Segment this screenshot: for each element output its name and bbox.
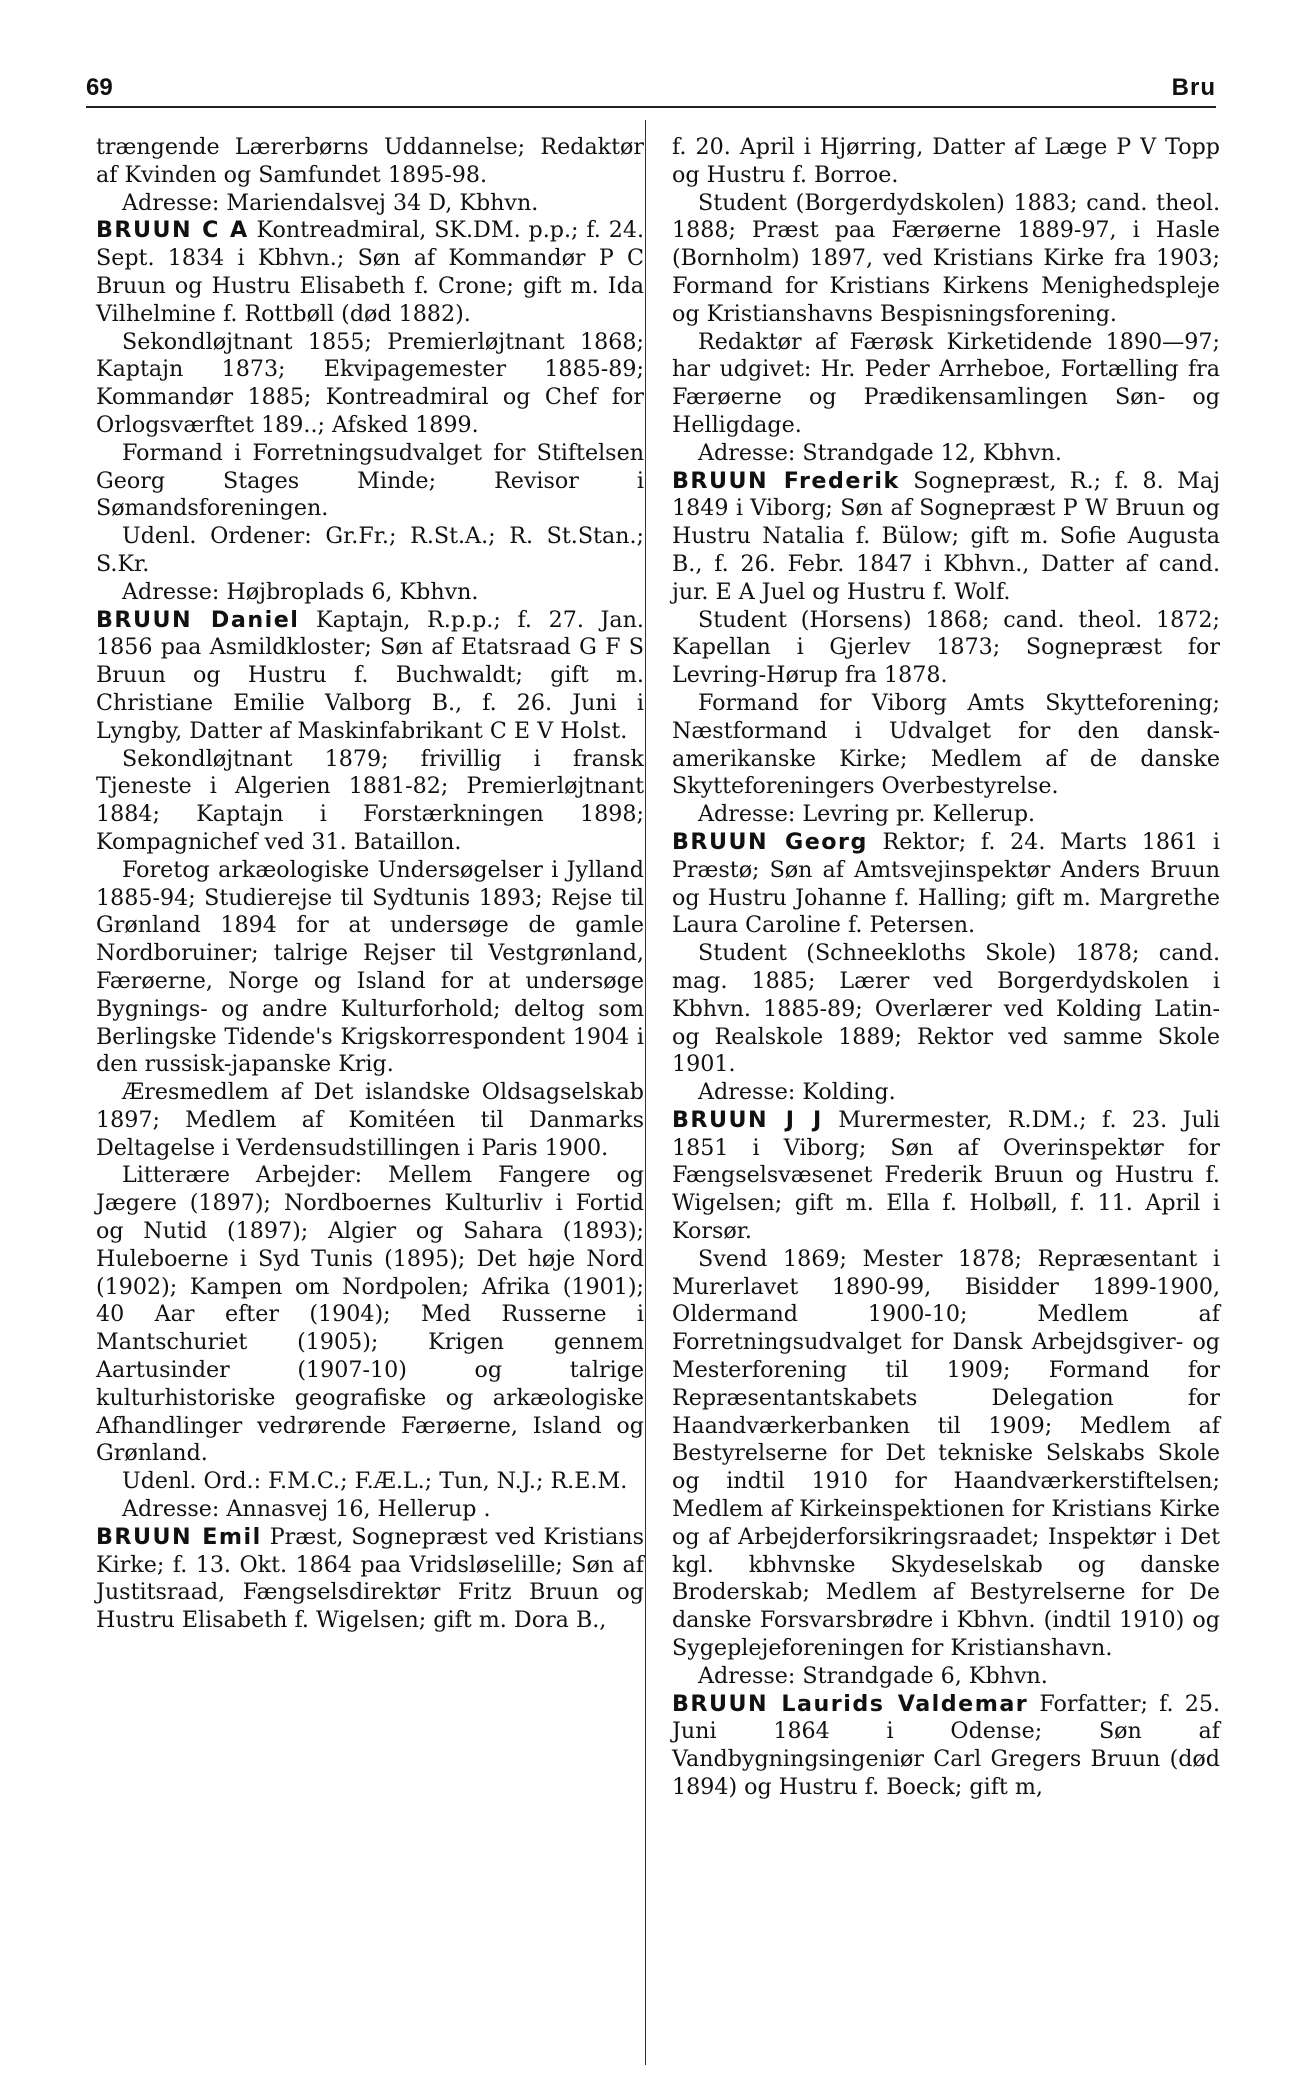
left-column xyxy=(96,134,644,1635)
paragraph: Redaktør af Færøsk Kirketidende 1890—97; har udgivet: Hr. Peder Arrheboe, Fortælling fra Færøerne og Prædikensamlingen Søn- og Helligdage. xyxy=(672,328,1220,438)
page-header xyxy=(86,74,1216,110)
biography-entry xyxy=(96,607,644,746)
entry-text: Kaptajn, R.p.p.; f. 27. Jan. 1856 paa Asmildkloster; Søn af Etatsraad G F S Bruun og Hustru f. Buchwaldt; gift m. Christiane Emilie Valborg B., f. 26. Juni i Lyngby, Datter af Maskinfabrikant C E V Holst. xyxy=(96,606,644,744)
paragraph: Adresse: Levring pr. Kellerup. xyxy=(698,801,1036,828)
biography-entry xyxy=(672,468,1220,607)
paragraph: Adresse: Strandgade 6, Kbhvn. xyxy=(698,1662,1048,1689)
page-number: 69 xyxy=(86,74,113,101)
paragraph: Adresse: Annasvej 16, Hellerup . xyxy=(122,1496,491,1523)
entry-surname: BRUUN J J xyxy=(672,1106,823,1133)
biography-entry xyxy=(672,1107,1220,1246)
paragraph: Sekondløjtnant 1879; frivillig i fransk Tjeneste i Algerien 1881-82; Premierløjtnant 1884; Kaptajn i Forstærkningen 1898; Kompagnichef ved 31. Bataillon. xyxy=(96,745,644,855)
paragraph: f. 20. April i Hjørring, Datter af Læge P V Topp og Hustru f. Borroe. xyxy=(672,134,1220,188)
entry-surname: BRUUN C A xyxy=(96,217,249,244)
paragraph: Adresse: Kolding. xyxy=(698,1079,896,1106)
entry-text: Forfatter; f. 25. Juni 1864 i Odense; Søn af Vandbygningsingeniør Carl Gregers Bruun (død 1894) og Hustru f. Boeck; gift m, xyxy=(672,1690,1220,1801)
paragraph: Æresmedlem af Det islandske Oldsagselskab 1897; Medlem af Komitéen til Danmarks Deltagelse i Verdensudstillingen i Paris 1900. xyxy=(96,1079,644,1161)
entry-text: Rektor; f. 24. Marts 1861 i Præstø; Søn af Amtsvejinspektør Anders Bruun og Hustru Johanne f. Halling; gift m. Margrethe Laura Caroline f. Petersen. xyxy=(672,828,1220,939)
right-column xyxy=(672,134,1220,1802)
paragraph: Udenl. Ord.: F.M.C.; F.Æ.L.; Tun, N.J.; R.E.M. xyxy=(122,1468,628,1495)
header-rule xyxy=(86,106,1216,108)
entry-text: Murermester, R.DM.; f. 23. Juli 1851 i Viborg; Søn af Overinspektør for Fængselsvæsenet Frederik Bruun og Hustru f. Wigelsen; gift m. Ella f. Holbøll, f. 11. April i Korsør. xyxy=(672,1106,1220,1245)
column-divider xyxy=(645,120,646,2065)
paragraph: Adresse: Højbroplads 6, Kbhvn. xyxy=(122,578,479,605)
paragraph: Formand i Forretningsudvalget for Stiftelsen Georg Stages Minde; Revisor i Sømandsforeningen. xyxy=(96,439,644,522)
paragraph: Foretog arkæologiske Undersøgelser i Jylland 1885-94; Studierejse til Sydtunis 1893; Rejse til Grønland 1894 for at undersøge de gamle Nordboruiner; talrige Rejser til Vestgrønland, Færøerne, Norge og Island for at undersøge Bygnings- og andre Kulturforhold; deltog som Berlingske Tidende's Krigskorrespondent 1904 i den russisk-japanske Krig. xyxy=(96,856,644,1078)
entry-text: Sognepræst, R.; f. 8. Maj 1849 i Viborg; Søn af Sognepræst P W Bruun og Hustru Natalia f. Bülow; gift m. Sofie Augusta B., f. 26. Febr. 1847 i Kbhvn., Datter af cand. jur. E A Juel og Hustru f. Wolf. xyxy=(672,467,1220,605)
entry-surname: BRUUN Frederik xyxy=(672,467,900,494)
entry-surname: BRUUN Emil xyxy=(96,1523,262,1550)
paragraph: Student (Borgerdydskolen) 1883; cand. theol. 1888; Præst paa Færøerne 1889-97, i Hasle (Bornholm) 1897, ved Kristians Kirke fra 1903; Formand for Kristians Kirkens Menighedspleje og Kristianshavns Bespisningsforening. xyxy=(672,189,1220,327)
paragraph: Udenl. Ordener: Gr.Fr.; R.St.A.; R. St.Stan.; S.Kr. xyxy=(96,523,644,577)
paragraph: Adresse: Strandgade 12, Kbhvn. xyxy=(698,439,1062,466)
paragraph: Student (Schneekloths Skole) 1878; cand. mag. 1885; Lærer ved Borgerdydskolen i Kbhvn. 1885-89; Overlærer ved Kolding Latin- og Realskole 1889; Rektor ved samme Skole 1901. xyxy=(672,940,1220,1078)
biography-entry xyxy=(96,1524,644,1635)
paragraph: Student (Horsens) 1868; cand. theol. 1872; Kapellan i Gjerlev 1873; Sognepræst for Levring-Hørup fra 1878. xyxy=(672,606,1220,689)
entry-surname: BRUUN Georg xyxy=(672,828,868,855)
running-head: Bru xyxy=(1171,74,1216,101)
entry-surname: BRUUN Daniel xyxy=(96,606,300,633)
entry-surname: BRUUN Laurids Valdemar xyxy=(672,1690,1029,1717)
paragraph: trængende Lærerbørns Uddannelse; Redaktør af Kvinden og Samfundet 1895-98. xyxy=(96,134,644,188)
entry-text: Kontreadmiral, SK.DM. p.p.; f. 24. Sept. 1834 i Kbhvn.; Søn af Kommandør P C Bruun og Hustru Elisabeth f. Crone; gift m. Ida Vilhelmine f. Rottbøll (død 1882). xyxy=(96,217,644,327)
biography-entry xyxy=(672,1691,1220,1802)
paragraph: Sekondløjtnant 1855; Premierløjtnant 1868; Kaptajn 1873; Ekvipagemester 1885-89; Kommandør 1885; Kontreadmiral og Chef for Orlogsværftet 189..; Afsked 1899. xyxy=(96,328,644,438)
biography-entry xyxy=(96,217,644,328)
biography-entry xyxy=(672,829,1220,940)
paragraph: Litterære Arbejder: Mellem Fangere og Jægere (1897); Nordboernes Kulturliv i Fortid og Nutid (1897); Algier og Sahara (1893); Huleboerne i Syd Tunis (1895); Det høje Nord (1902); Kampen om Nordpolen; Afrika (1901); 40 Aar efter (1904); Med Russerne i Mantschuriet (1905); Krigen gennem Aartusinder (1907-10) og talrige kulturhistoriske geografiske og arkæologiske Afhandlinger vedrørende Færøerne, Island og Grønland. xyxy=(96,1162,644,1467)
paragraph: Formand for Viborg Amts Skytteforening; Næstformand i Udvalget for den dansk-amerikanske Kirke; Medlem af de danske Skytteforeningers Overbestyrelse. xyxy=(672,689,1220,800)
entry-text: Præst, Sognepræst ved Kristians Kirke; f. 13. Okt. 1864 paa Vridsløselille; Søn af Justitsraad, Fængselsdirektør Fritz Bruun og Hustru Elisabeth f. Wigelsen; gift m. Dora B., xyxy=(96,1523,644,1634)
paragraph: Adresse: Mariendalsvej 34 D, Kbhvn. xyxy=(122,189,539,216)
paragraph: Svend 1869; Mester 1878; Repræsentant i Murerlavet 1890-99, Bisidder 1899-1900, Oldermand 1900-10; Medlem af Forretningsudvalget for Dansk Arbejdsgiver- og Mesterforening til 1909; Formand for Repræsentantskabets Delegation for Haandværkerbanken til 1909; Medlem af Bestyrelserne for Det tekniske Selskabs Skole og indtil 1910 for Haandværkerstiftelsen; Medlem af Kirkeinspektionen for Kristians Kirke og af Arbejderforsikringsraadet; Inspektør i Det kgl. kbhvnske Skydeselskab og danske Broderskab; Medlem af Bestyrelserne for De danske Forsvarsbrødre i Kbhvn. (indtil 1910) og Sygeplejeforeningen for Kristianshavn. xyxy=(672,1245,1220,1662)
